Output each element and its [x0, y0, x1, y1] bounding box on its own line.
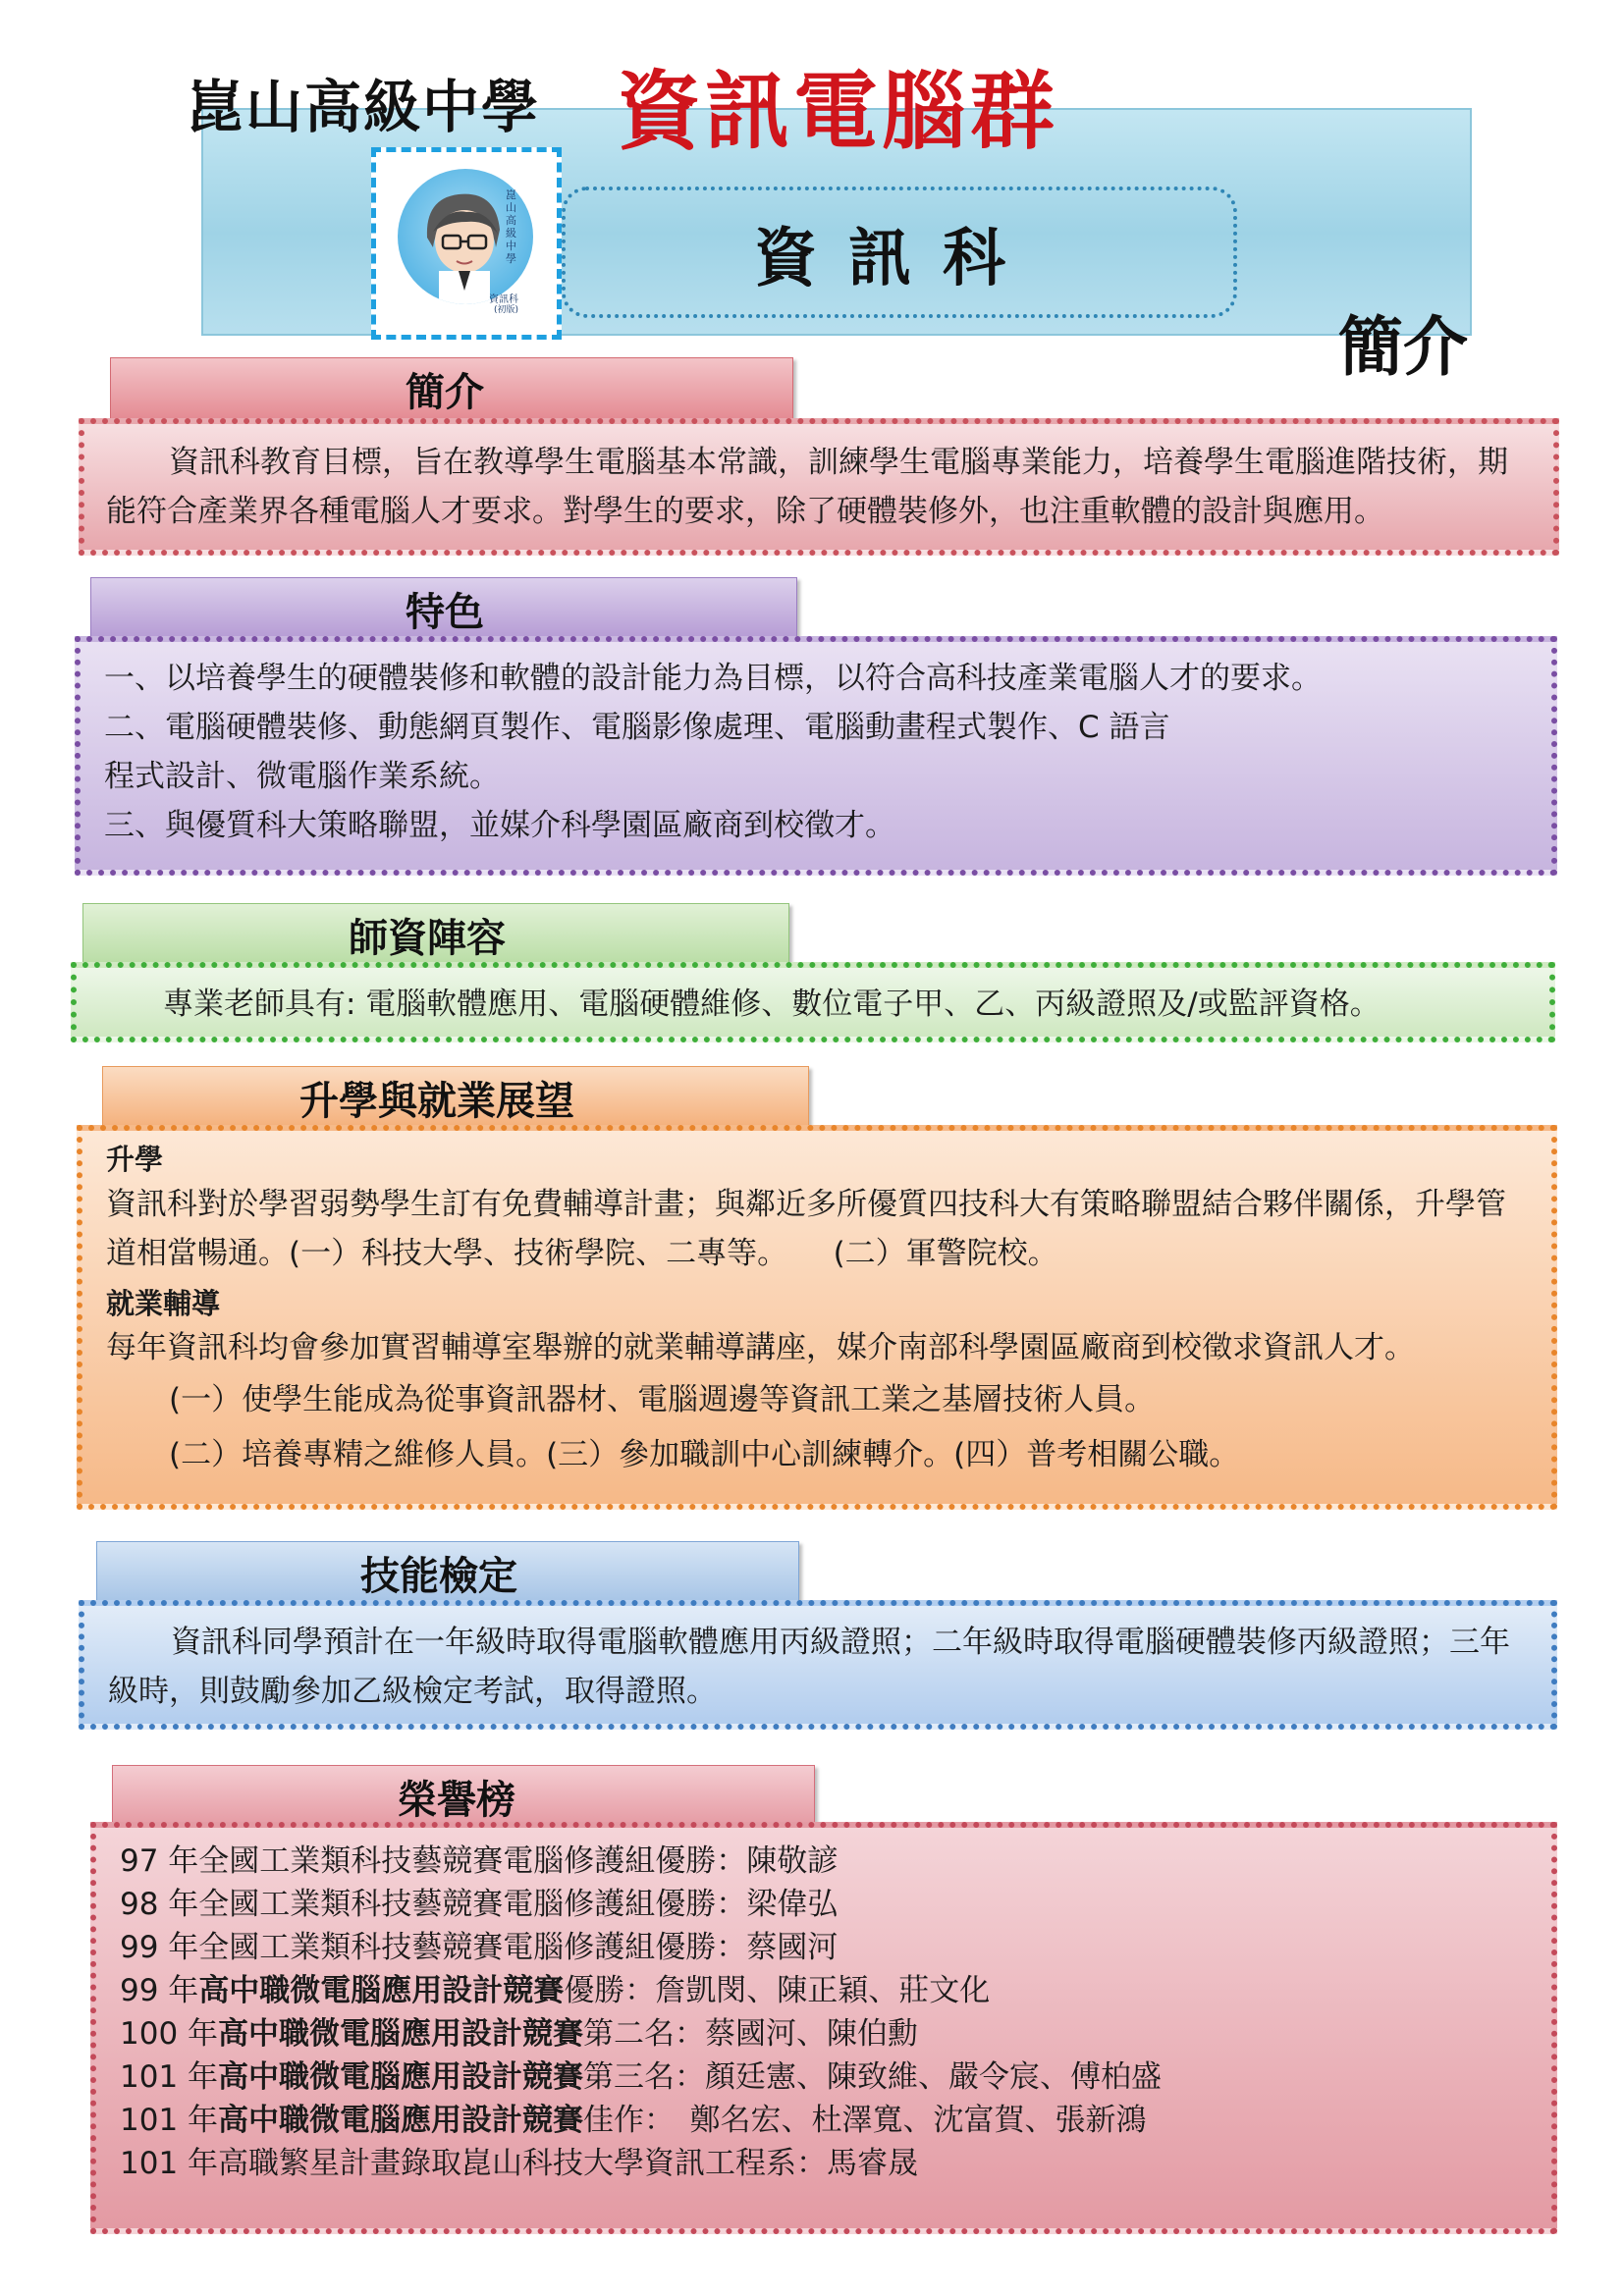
prospects-career-text: 每年資訊科均會參加實習輔導室舉辦的就業輔導講座，媒介南部科學園區廠商到校徵求資訊人才。: [106, 1330, 1415, 1365]
intro-tag: 簡介: [1338, 309, 1468, 385]
honors-title: 榮譽榜: [398, 1777, 515, 1823]
features-item-4: 三、與優質科大策略聯盟，並媒介科學園區廠商到校徵才。: [104, 808, 895, 843]
prospects-header: [102, 1066, 809, 1129]
prospects-box: [77, 1125, 1557, 1510]
teachers-box: [71, 962, 1555, 1042]
features-item-1: 一、以培養學生的硬體裝修和軟體的設計能力為目標，以符合高科技產業電腦人才的要求。: [104, 661, 1322, 696]
avatar-subcaption: (初版): [494, 305, 519, 315]
honor-item-8: 101 年高職繁星計畫錄取崑山科技大學資訊工程系：馬睿晟: [120, 2146, 919, 2181]
honor-item-3: 99 年全國工業類科技藝競賽電腦修護組優勝：蔡國河: [120, 1930, 839, 1965]
prospects-sub-career: 就業輔導: [106, 1287, 221, 1320]
intro-box: [79, 418, 1559, 556]
intro-header: [110, 357, 793, 420]
honor-item-2: 98 年全國工業類科技藝競賽電腦修護組優勝：梁偉弘: [120, 1887, 839, 1922]
teachers-title: 師資陣容: [349, 915, 506, 961]
intro-title: 簡介: [406, 369, 484, 415]
teachers-header: [82, 903, 789, 966]
department-title: 資訊科: [754, 223, 1037, 295]
honor-item-6: 101 年高中職微電腦應用設計競賽第三名：顏廷憲、陳致維、嚴令宸、傅柏盛: [120, 2059, 1163, 2095]
features-title: 特色: [406, 589, 484, 635]
prospects-study-text: 資訊科對於學習弱勢學生訂有免費輔導計畫；與鄰近多所優質四技科大有策略聯盟結合夥伴關係，升學管道相當暢通。(一）科技大學、技術學院、二專等。 (二）軍警院校。: [106, 1187, 1506, 1271]
avatar-caption: 資訊科: [489, 294, 518, 305]
skills-header: [96, 1541, 799, 1604]
features-box: [75, 636, 1557, 876]
honor-item-1: 97 年全國工業類科技藝競賽電腦修護組優勝：陳敬諺: [120, 1843, 839, 1879]
features-item-3: 程式設計、微電腦作業系統。: [104, 759, 500, 794]
group-title: 資訊電腦群: [617, 63, 1058, 161]
features-item-2: 二、電腦硬體裝修、動態網頁製作、電腦影像處理、電腦動畫程式製作、C 語言: [104, 710, 1170, 745]
features-header: [90, 577, 797, 640]
honor-item-4: 99 年高中職微電腦應用設計競賽優勝：詹凱閔、陳正穎、莊文化: [120, 1973, 991, 2008]
prospects-title: 升學與就業展望: [299, 1078, 574, 1124]
skills-title: 技能檢定: [360, 1553, 517, 1599]
prospects-item-2: (二）培養專精之維修人員。(三）參加職訓中心訓練轉介。(四）普考相關公職。: [169, 1437, 1240, 1472]
intro-text: 資訊科教育目標，旨在教導學生電腦基本常識，訓練學生電腦專業能力，培養學生電腦進階技術，期能符合產業界各種電腦人才要求。對學生的要求，除了硬體裝修外，也注重軟體的設計與應用。: [106, 445, 1508, 529]
prospects-item-1: (一）使學生能成為從事資訊器材、電腦週邊等資訊工業之基層技術人員。: [169, 1382, 1156, 1417]
prospects-sub-study: 升學: [106, 1143, 164, 1176]
teachers-text: 專業老師具有: 電腦軟體應用、電腦硬體維修、數位電子甲、乙、丙級證照及/或監評資格。: [163, 987, 1380, 1022]
school-name: 崑山高級中學: [187, 74, 541, 140]
skills-text: 資訊科同學預計在一年級時取得電腦軟體應用丙級證照；二年級時取得電腦硬體裝修丙級證照；三年級時，則鼓勵參加乙級檢定考試，取得證照。: [108, 1625, 1510, 1709]
honors-box: [90, 1822, 1557, 2234]
honor-item-7: 101 年高中職微電腦應用設計競賽佳作： 鄭名宏、杜澤寬、沈富賀、張新鴻: [120, 2103, 1147, 2138]
honors-header: [112, 1765, 815, 1828]
avatar-side-text: 崑山高級中學: [506, 188, 516, 265]
honor-item-5: 100 年高中職微電腦應用設計競賽第二名：蔡國河、陳伯勳: [120, 2016, 919, 2052]
skills-box: [79, 1600, 1557, 1730]
